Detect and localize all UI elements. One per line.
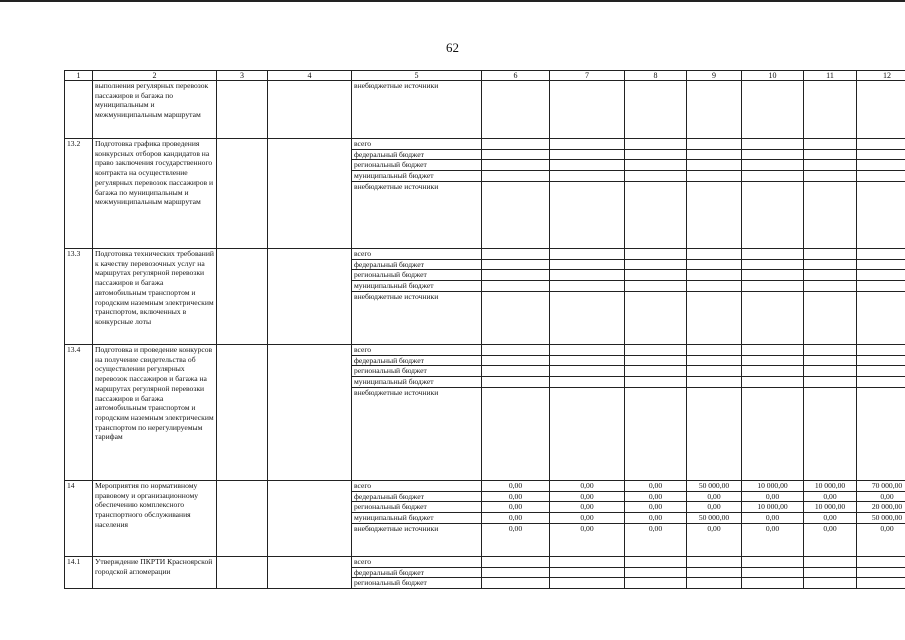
value bbox=[550, 377, 624, 388]
cell-col4 bbox=[268, 345, 352, 481]
value bbox=[625, 160, 686, 171]
value-cell bbox=[857, 139, 905, 249]
column-header: 7 bbox=[550, 71, 625, 81]
value bbox=[742, 388, 803, 398]
value bbox=[550, 139, 624, 150]
column-header: 11 bbox=[804, 71, 857, 81]
value bbox=[804, 270, 856, 281]
value bbox=[687, 249, 741, 260]
value: 0,00 bbox=[707, 523, 721, 533]
value: 50 000,00 bbox=[857, 513, 905, 524]
cell-col3 bbox=[217, 81, 268, 139]
value bbox=[857, 377, 905, 388]
value bbox=[742, 281, 803, 292]
value bbox=[625, 345, 686, 356]
row-number: 14 bbox=[65, 481, 93, 557]
table-row bbox=[65, 345, 905, 481]
activity-name: Подготовка технических требований к качеству перевозочных услуг на маршрутах регулярной перевозки пассажиров и багажа автомобильным транспортом и городским наземным электрическим транспортом, включенных в конкурсные лоты bbox=[93, 249, 217, 345]
value bbox=[550, 150, 624, 161]
value bbox=[804, 81, 856, 91]
table-row bbox=[65, 557, 905, 589]
value-cell bbox=[857, 481, 905, 557]
value-cell bbox=[687, 345, 742, 481]
value bbox=[687, 292, 741, 302]
funding-source: внебюджетные источники bbox=[354, 523, 439, 533]
value bbox=[857, 388, 905, 398]
value-cell bbox=[742, 81, 804, 139]
value bbox=[804, 260, 856, 271]
value: 0,00 bbox=[742, 513, 803, 524]
funding-source: федеральный бюджет bbox=[352, 356, 481, 367]
value bbox=[857, 160, 905, 171]
value bbox=[482, 182, 549, 192]
value bbox=[857, 150, 905, 161]
value: 10 000,00 bbox=[804, 502, 856, 513]
value bbox=[742, 377, 803, 388]
value bbox=[857, 139, 905, 150]
value bbox=[625, 292, 686, 302]
value-cell bbox=[742, 139, 804, 249]
cell-col4 bbox=[268, 481, 352, 557]
value bbox=[804, 578, 856, 588]
value bbox=[857, 171, 905, 182]
value bbox=[625, 260, 686, 271]
value bbox=[482, 260, 549, 271]
value bbox=[625, 81, 686, 91]
value bbox=[550, 345, 624, 356]
value-cell bbox=[550, 139, 625, 249]
value-cell bbox=[742, 249, 804, 345]
value bbox=[742, 160, 803, 171]
value bbox=[804, 366, 856, 377]
value bbox=[687, 270, 741, 281]
value: 50 000,00 bbox=[687, 481, 741, 492]
value bbox=[625, 356, 686, 367]
funding-source: всего bbox=[352, 249, 481, 260]
value bbox=[687, 182, 741, 192]
value-cell bbox=[742, 557, 804, 589]
table-row bbox=[65, 481, 905, 557]
value bbox=[625, 388, 686, 398]
value bbox=[550, 366, 624, 377]
value: 20 000,00 bbox=[857, 502, 905, 513]
value: 0,00 bbox=[804, 513, 856, 524]
value bbox=[482, 160, 549, 171]
value bbox=[687, 81, 741, 91]
value bbox=[550, 270, 624, 281]
value bbox=[550, 557, 624, 568]
value bbox=[857, 260, 905, 271]
value bbox=[857, 345, 905, 356]
value bbox=[857, 292, 905, 302]
value bbox=[804, 292, 856, 302]
value bbox=[687, 139, 741, 150]
value bbox=[482, 249, 549, 260]
value bbox=[804, 139, 856, 150]
funding-source: региональный бюджет bbox=[352, 366, 481, 377]
value-cell bbox=[482, 345, 550, 481]
value bbox=[804, 160, 856, 171]
header-row bbox=[65, 71, 905, 81]
value-cell bbox=[625, 345, 687, 481]
value-cell bbox=[482, 139, 550, 249]
value-cell bbox=[625, 249, 687, 345]
value-cell bbox=[804, 557, 857, 589]
value bbox=[550, 578, 624, 588]
funding-source: региональный бюджет bbox=[352, 502, 481, 513]
column-header: 8 bbox=[625, 71, 687, 81]
value-cell bbox=[687, 249, 742, 345]
funding-source: всего bbox=[352, 557, 481, 568]
column-header: 6 bbox=[482, 71, 550, 81]
value: 70 000,00 bbox=[857, 481, 905, 492]
row-number: 14.1 bbox=[65, 557, 93, 589]
value: 0,00 bbox=[742, 492, 803, 503]
cell-col4 bbox=[268, 81, 352, 139]
value bbox=[804, 377, 856, 388]
value bbox=[625, 270, 686, 281]
value bbox=[742, 356, 803, 367]
value bbox=[550, 249, 624, 260]
value-cell bbox=[687, 557, 742, 589]
column-header: 4 bbox=[268, 71, 352, 81]
value-cell bbox=[625, 139, 687, 249]
value bbox=[550, 281, 624, 292]
value: 0,00 bbox=[550, 481, 624, 492]
cell-col3 bbox=[217, 345, 268, 481]
value-cell bbox=[550, 81, 625, 139]
value-cell bbox=[804, 139, 857, 249]
value bbox=[482, 81, 549, 91]
value bbox=[857, 182, 905, 192]
value bbox=[742, 557, 803, 568]
funding-source: муниципальный бюджет bbox=[352, 171, 481, 182]
value bbox=[857, 578, 905, 588]
value bbox=[482, 270, 549, 281]
value-cell bbox=[857, 557, 905, 589]
value bbox=[687, 160, 741, 171]
value bbox=[742, 270, 803, 281]
value bbox=[687, 578, 741, 588]
value bbox=[550, 292, 624, 302]
value bbox=[742, 578, 803, 588]
funding-source: муниципальный бюджет bbox=[352, 281, 481, 292]
value bbox=[742, 568, 803, 579]
value bbox=[482, 388, 549, 398]
value bbox=[804, 388, 856, 398]
value bbox=[857, 281, 905, 292]
value bbox=[804, 171, 856, 182]
value bbox=[625, 249, 686, 260]
value bbox=[550, 568, 624, 579]
funding-sources bbox=[352, 249, 482, 345]
budget-table bbox=[64, 70, 905, 589]
value bbox=[482, 578, 549, 588]
value-cell bbox=[857, 81, 905, 139]
value bbox=[625, 557, 686, 568]
value bbox=[804, 281, 856, 292]
funding-source: внебюджетные источники bbox=[354, 81, 439, 90]
value bbox=[625, 171, 686, 182]
value: 0,00 bbox=[625, 492, 686, 503]
value-cell bbox=[550, 249, 625, 345]
value: 10 000,00 bbox=[742, 481, 803, 492]
funding-source: федеральный бюджет bbox=[352, 568, 481, 579]
page-top-border bbox=[0, 0, 905, 2]
value-cell bbox=[625, 481, 687, 557]
column-header: 9 bbox=[687, 71, 742, 81]
value bbox=[742, 139, 803, 150]
table-row bbox=[65, 139, 905, 249]
row-number: 13.3 bbox=[65, 249, 93, 345]
value-cell bbox=[687, 481, 742, 557]
value: 0,00 bbox=[823, 523, 837, 533]
value bbox=[742, 81, 803, 91]
value-cell bbox=[742, 481, 804, 557]
value bbox=[482, 281, 549, 292]
value-cell bbox=[550, 481, 625, 557]
value: 0,00 bbox=[482, 481, 549, 492]
value-cell bbox=[482, 481, 550, 557]
funding-source: внебюджетные источники bbox=[354, 181, 439, 191]
column-header: 1 bbox=[65, 71, 93, 81]
value bbox=[625, 366, 686, 377]
value bbox=[625, 281, 686, 292]
value: 0,00 bbox=[508, 523, 523, 533]
value bbox=[550, 388, 624, 398]
value bbox=[550, 356, 624, 367]
funding-source: федеральный бюджет bbox=[352, 260, 481, 271]
value bbox=[482, 139, 549, 150]
value: 0,00 bbox=[880, 523, 894, 533]
value: 10 000,00 bbox=[804, 481, 856, 492]
value: 0,00 bbox=[550, 492, 624, 503]
value bbox=[482, 345, 549, 356]
value bbox=[742, 150, 803, 161]
value-cell bbox=[550, 345, 625, 481]
value: 0,00 bbox=[857, 492, 905, 503]
value bbox=[625, 578, 686, 588]
value-cell bbox=[482, 557, 550, 589]
funding-source: муниципальный бюджет bbox=[352, 513, 481, 524]
cell-col4 bbox=[268, 249, 352, 345]
value: 10 000,00 bbox=[742, 502, 803, 513]
cell-col3 bbox=[217, 557, 268, 589]
value bbox=[804, 568, 856, 579]
value bbox=[550, 171, 624, 182]
value-cell bbox=[625, 81, 687, 139]
value bbox=[550, 182, 624, 192]
value-cell bbox=[482, 249, 550, 345]
value bbox=[482, 366, 549, 377]
value: 0,00 bbox=[687, 502, 741, 513]
value bbox=[687, 388, 741, 398]
value bbox=[804, 249, 856, 260]
value bbox=[550, 260, 624, 271]
funding-source: внебюджетные источники bbox=[354, 387, 439, 397]
activity-name: Подготовка и проведение конкурсов на получение свидетельства об осуществлении регулярных перевозок пассажиров и багажа на маршрутах регулярной перевозки пассажиров и багажа автомобильным транспортом и городским наземным электрическим транспортом по нерегулируемым тарифам bbox=[93, 345, 217, 481]
column-header: 2 bbox=[93, 71, 217, 81]
value bbox=[857, 249, 905, 260]
value-cell bbox=[482, 81, 550, 139]
value bbox=[625, 568, 686, 579]
column-header: 3 bbox=[217, 71, 268, 81]
value-cell bbox=[857, 345, 905, 481]
value bbox=[804, 557, 856, 568]
page-number: 62 bbox=[446, 40, 459, 55]
funding-source: региональный бюджет bbox=[352, 160, 481, 171]
value bbox=[857, 568, 905, 579]
cell-col4 bbox=[268, 139, 352, 249]
funding-source: всего bbox=[352, 345, 481, 356]
funding-source: региональный бюджет bbox=[354, 578, 427, 588]
value bbox=[857, 557, 905, 568]
value bbox=[482, 568, 549, 579]
value-cell bbox=[625, 557, 687, 589]
value bbox=[857, 356, 905, 367]
value: 0,00 bbox=[804, 492, 856, 503]
activity-name: выполнения регулярных перевозок пассажиров и багажа по муниципальным и межмуниципальным маршрутам bbox=[93, 81, 217, 139]
funding-source: всего bbox=[352, 139, 481, 150]
value bbox=[687, 260, 741, 271]
value bbox=[804, 182, 856, 192]
value bbox=[804, 150, 856, 161]
value bbox=[857, 366, 905, 377]
value bbox=[687, 356, 741, 367]
cell-col4 bbox=[268, 557, 352, 589]
funding-sources bbox=[352, 481, 482, 557]
value bbox=[687, 345, 741, 356]
funding-sources bbox=[352, 139, 482, 249]
row-number: 13.4 bbox=[65, 345, 93, 481]
funding-source: внебюджетные источники bbox=[354, 291, 439, 301]
value bbox=[742, 345, 803, 356]
funding-source: федеральный бюджет bbox=[352, 492, 481, 503]
value bbox=[687, 281, 741, 292]
value: 0,00 bbox=[482, 492, 549, 503]
funding-sources bbox=[352, 345, 482, 481]
value-cell bbox=[804, 81, 857, 139]
value bbox=[857, 270, 905, 281]
value bbox=[687, 568, 741, 579]
value bbox=[687, 366, 741, 377]
value: 0,00 bbox=[648, 523, 663, 533]
table-row bbox=[65, 249, 905, 345]
value bbox=[550, 160, 624, 171]
value bbox=[482, 356, 549, 367]
value bbox=[687, 377, 741, 388]
value bbox=[482, 292, 549, 302]
value bbox=[804, 356, 856, 367]
column-header: 10 bbox=[742, 71, 804, 81]
value bbox=[625, 150, 686, 161]
funding-source: всего bbox=[352, 481, 481, 492]
funding-sources bbox=[352, 557, 482, 589]
value bbox=[742, 171, 803, 182]
value: 0,00 bbox=[765, 523, 780, 533]
value bbox=[625, 182, 686, 192]
value-cell bbox=[857, 249, 905, 345]
column-header: 5 bbox=[352, 71, 482, 81]
value bbox=[625, 139, 686, 150]
value bbox=[742, 292, 803, 302]
value-cell bbox=[687, 81, 742, 139]
activity-name: Мероприятия по нормативному правовому и организационному обеспечению комплексного транспортного обслуживания населения bbox=[93, 481, 217, 557]
cell-col3 bbox=[217, 481, 268, 557]
value bbox=[742, 182, 803, 192]
value: 0,00 bbox=[625, 502, 686, 513]
value bbox=[687, 150, 741, 161]
value bbox=[742, 260, 803, 271]
value: 0,00 bbox=[482, 502, 549, 513]
value: 0,00 bbox=[625, 513, 686, 524]
funding-source: региональный бюджет bbox=[352, 270, 481, 281]
value: 0,00 bbox=[580, 523, 594, 533]
value-cell bbox=[804, 481, 857, 557]
value: 50 000,00 bbox=[687, 513, 741, 524]
value-cell bbox=[804, 345, 857, 481]
value-cell bbox=[687, 139, 742, 249]
value bbox=[550, 81, 624, 91]
value bbox=[482, 377, 549, 388]
table-body bbox=[65, 81, 905, 589]
funding-sources bbox=[352, 81, 482, 139]
value bbox=[742, 249, 803, 260]
value-cell bbox=[550, 557, 625, 589]
funding-source: муниципальный бюджет bbox=[352, 377, 481, 388]
value bbox=[742, 366, 803, 377]
row-number: 13.2 bbox=[65, 139, 93, 249]
value-cell bbox=[742, 345, 804, 481]
value bbox=[687, 171, 741, 182]
value bbox=[482, 557, 549, 568]
funding-source: федеральный бюджет bbox=[352, 150, 481, 161]
value bbox=[857, 81, 905, 91]
value bbox=[482, 171, 549, 182]
row-number bbox=[65, 81, 93, 139]
value: 0,00 bbox=[482, 513, 549, 524]
column-header: 12 bbox=[857, 71, 905, 81]
value: 0,00 bbox=[625, 481, 686, 492]
activity-name: Утверждение ПКРТИ Красноярской городской агломерации bbox=[93, 557, 217, 589]
cell-col3 bbox=[217, 139, 268, 249]
value-cell bbox=[804, 249, 857, 345]
value: 0,00 bbox=[550, 513, 624, 524]
value bbox=[482, 150, 549, 161]
value bbox=[625, 377, 686, 388]
value: 0,00 bbox=[687, 492, 741, 503]
value: 0,00 bbox=[550, 502, 624, 513]
value bbox=[804, 345, 856, 356]
value bbox=[687, 557, 741, 568]
table-row bbox=[65, 81, 905, 139]
cell-col3 bbox=[217, 249, 268, 345]
activity-name: Подготовка графика проведения конкурсных отборов кандидатов на право заключения государственного контракта на осуществление регулярных перевозок пассажиров и багажа по муниципальным и межмуниципальным маршрутам bbox=[93, 139, 217, 249]
